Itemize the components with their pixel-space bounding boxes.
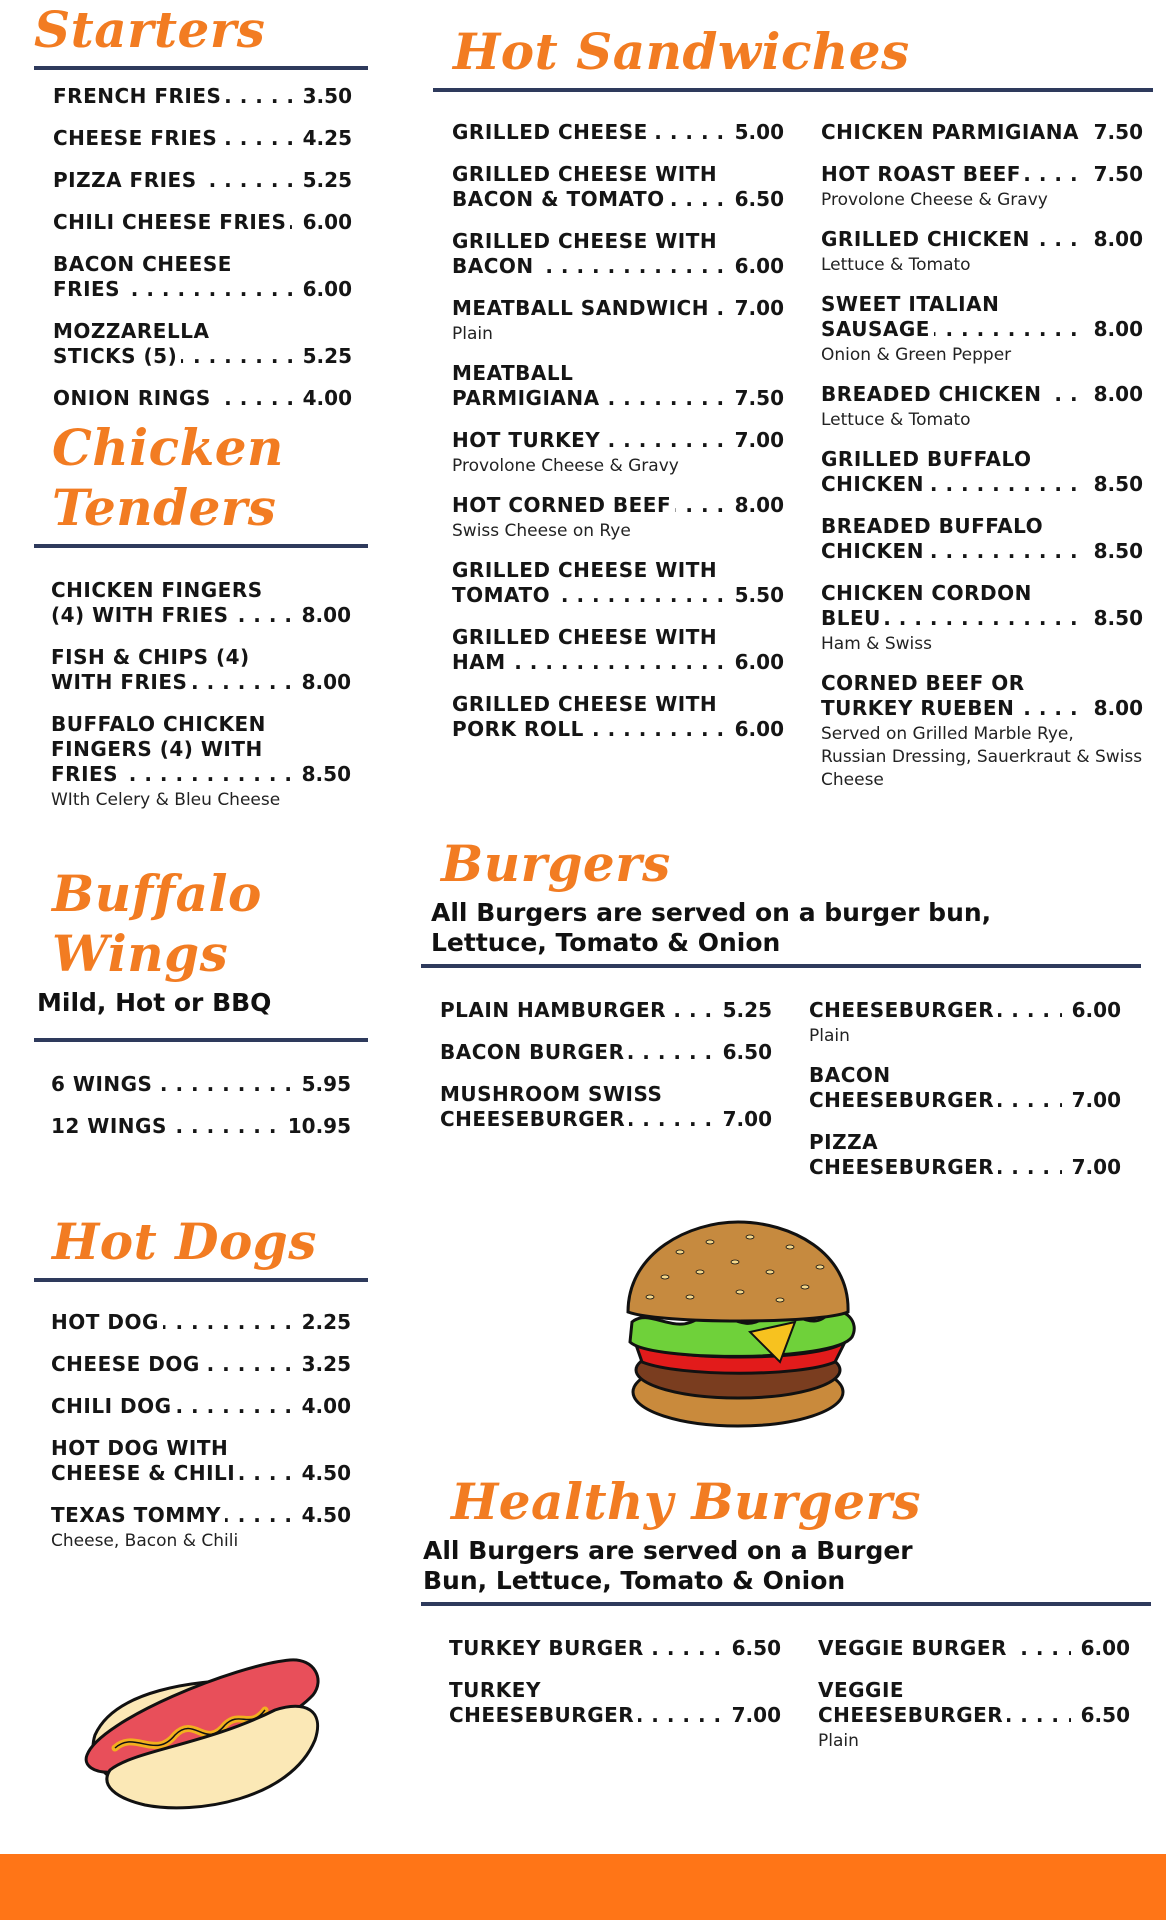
menu-item-description: Provolone Cheese & Gravy	[821, 190, 1048, 210]
menu-item-description: Cheese, Bacon & Chili	[51, 1531, 239, 1551]
starters-list	[34, 84, 368, 411]
menu-item-name-text: CHEESE FRIES	[53, 126, 221, 150]
menu-item-name-text: CHEESE DOG	[51, 1352, 204, 1376]
menu-item-description: Swiss Cheese on Rye	[452, 521, 631, 541]
menu-item-name	[51, 1114, 278, 1139]
menu-item-description: Onion & Green Pepper	[821, 345, 1012, 365]
menu-item-name-text: GRILLED CHEESE WITH BACON	[452, 229, 718, 278]
menu-item-price: 6.00	[734, 254, 784, 278]
menu-item-price: 4.25	[302, 126, 352, 150]
menu-item-price: 8.50	[1093, 606, 1143, 630]
hot-sandwiches-right-list	[821, 120, 1143, 807]
menu-item-price: 8.00	[1093, 382, 1143, 406]
menu-item-name-text: MUSHROOM SWISS CHEESEBURGER	[440, 1082, 663, 1131]
menu-item-price: 7.00	[734, 296, 784, 320]
menu-item	[809, 1130, 1121, 1180]
menu-item-price: 8.00	[301, 603, 351, 627]
menu-item-name	[821, 227, 1084, 252]
menu-item-price: 8.00	[1093, 227, 1143, 251]
menu-item	[440, 1040, 772, 1065]
menu-item-name	[452, 625, 725, 675]
menu-item-price: 7.50	[1093, 120, 1143, 144]
hot-sandwiches-section	[433, 22, 1153, 790]
menu-item-price: 7.00	[734, 428, 784, 452]
menu-item-name-text: BUFFALO CHICKEN FINGERS (4) WITH FRIES	[51, 712, 266, 786]
menu-item	[809, 1063, 1121, 1113]
menu-item-name-text: FISH & CHIPS (4) WITH FRIES	[51, 645, 250, 694]
menu-item-price: 8.00	[301, 670, 351, 694]
menu-item-name	[452, 428, 725, 453]
burgers-section	[421, 834, 1141, 1179]
menu-item-description: Provolone Cheese & Gravy	[452, 456, 679, 476]
menu-item	[51, 578, 351, 628]
menu-item-name-text: HOT DOG WITH CHEESE & CHILI	[51, 1436, 239, 1485]
buffalo-wings-subtitle: Mild, Hot or BBQ	[37, 988, 272, 1017]
chicken-tenders-title-line2: Tenders	[52, 478, 277, 537]
menu-item-name	[449, 1678, 722, 1728]
menu-item	[809, 998, 1121, 1023]
chicken-tenders-list	[34, 578, 368, 812]
menu-item-price: 6.50	[731, 1636, 781, 1660]
menu-item-name-text: GRILLED CHEESE	[452, 120, 652, 144]
chicken-tenders-section	[34, 418, 368, 827]
menu-item	[452, 493, 784, 518]
hot-dog-icon	[75, 1640, 335, 1820]
menu-item	[51, 1072, 351, 1097]
menu-item-price: 8.00	[1093, 317, 1143, 341]
starters-divider	[34, 66, 368, 70]
healthy-burgers-section	[421, 1472, 1151, 1751]
menu-item-price: 8.00	[1093, 696, 1143, 720]
menu-item-name	[821, 120, 1084, 145]
menu-item-name-text: SWEET ITALIAN SAUSAGE	[821, 292, 1000, 341]
menu-item-name	[821, 671, 1084, 721]
menu-item-name	[51, 1503, 292, 1528]
menu-item-price: 7.50	[1093, 162, 1143, 186]
menu-item-name-text: BREADED BUFFALO CHICKEN	[821, 514, 1044, 563]
hot-sandwiches-left-list	[452, 120, 784, 759]
menu-item-price: 7.00	[1071, 1155, 1121, 1179]
chicken-tenders-title	[34, 418, 368, 538]
menu-item	[821, 671, 1143, 721]
menu-item-price: 7.00	[731, 1703, 781, 1727]
healthy-burgers-right-list	[818, 1636, 1130, 1768]
starters-section	[34, 0, 368, 428]
menu-item	[821, 447, 1143, 497]
menu-item-name	[51, 1394, 292, 1419]
menu-item	[53, 84, 352, 109]
menu-item-name	[53, 252, 293, 302]
menu-item-description: Plain	[818, 1731, 859, 1751]
menu-item	[51, 1310, 351, 1335]
burgers-divider	[421, 964, 1141, 968]
menu-item-price: 5.00	[734, 120, 784, 144]
menu-item-price: 8.50	[1093, 472, 1143, 496]
menu-item	[818, 1636, 1130, 1661]
menu-item-description: Lettuce & Tomato	[821, 410, 971, 430]
menu-item-description: Lettuce & Tomato	[821, 255, 971, 275]
menu-item-price: 6.00	[302, 210, 352, 234]
menu-item-price: 5.95	[301, 1072, 351, 1096]
menu-item-name-text: ONION RINGS	[53, 386, 215, 410]
menu-item	[51, 712, 351, 787]
menu-item	[452, 229, 784, 279]
burgers-subtitle: All Burgers are served on a burger bun, Lettuce, Tomato & Onion	[431, 898, 992, 957]
menu-item-name	[452, 162, 725, 212]
menu-item	[452, 361, 784, 411]
menu-item-name	[440, 1040, 713, 1065]
menu-item-name	[818, 1678, 1071, 1728]
menu-item	[51, 645, 351, 695]
menu-item-name-text: BACON BURGER	[440, 1040, 628, 1064]
menu-item-price: 5.25	[302, 168, 352, 192]
menu-item-name	[53, 168, 293, 193]
menu-item-name	[452, 229, 725, 279]
healthy-burgers-title: Healthy Burgers	[451, 1472, 922, 1531]
healthy-burgers-subtitle: All Burgers are served on a Burger Bun, Lettuce, Tomato & Onion	[423, 1536, 913, 1595]
menu-item-name-text: MOZZARELLA STICKS (5)	[53, 319, 210, 368]
menu-item-name	[821, 514, 1084, 564]
menu-item-price: 7.00	[722, 1107, 772, 1131]
menu-item-name-text: 12 WINGS	[51, 1114, 171, 1138]
menu-item	[821, 120, 1143, 145]
menu-item-name-text: BREADED CHICKEN	[821, 382, 1046, 406]
menu-item-name	[821, 581, 1084, 631]
menu-item-name	[51, 1352, 292, 1377]
starters-title: Starters	[34, 0, 266, 59]
menu-item-price: 8.00	[734, 493, 784, 517]
menu-item	[51, 1352, 351, 1377]
menu-item-name-text: BACON CHEESE FRIES	[53, 252, 232, 301]
menu-item-name	[809, 998, 1062, 1023]
menu-item-description: Served on Grilled Marble Rye, Russian Dressing, Sauerkraut & Swiss Cheese	[821, 724, 1143, 790]
menu-item-name	[821, 382, 1084, 407]
menu-item	[452, 558, 784, 608]
chicken-tenders-title-line1: Chicken	[52, 418, 284, 477]
menu-item-price: 7.50	[734, 386, 784, 410]
menu-item	[53, 319, 352, 369]
menu-item-name-text: BACON CHEESEBURGER	[809, 1063, 998, 1112]
menu-item-name-text: TURKEY BURGER	[449, 1636, 648, 1660]
menu-item-price: 6.50	[1080, 1703, 1130, 1727]
menu-item-price: 6.00	[734, 650, 784, 674]
menu-item-name-text: 6 WINGS	[51, 1072, 156, 1096]
menu-item-name	[452, 558, 725, 608]
menu-item-price: 5.25	[302, 344, 352, 368]
hot-sandwiches-divider	[433, 88, 1153, 92]
menu-item-name	[51, 1436, 292, 1486]
menu-item-name-text: HOT CORNED BEEF	[452, 493, 675, 517]
menu-item-name-text: GRILLED CHEESE WITH HAM	[452, 625, 718, 674]
menu-item-name-text: HOT DOG	[51, 1310, 163, 1334]
menu-item-name	[440, 1082, 713, 1132]
menu-item-name-text: GRILLED BUFFALO CHICKEN	[821, 447, 1032, 496]
menu-item-name	[53, 210, 293, 235]
menu-item	[452, 120, 784, 145]
menu-item-name-text: HOT TURKEY	[452, 428, 604, 452]
buffalo-wings-list	[34, 1072, 368, 1139]
menu-item-name	[53, 319, 293, 369]
menu-item-name	[818, 1636, 1071, 1661]
menu-item	[53, 210, 352, 235]
menu-item-name-text: GRILLED CHEESE WITH BACON & TOMATO	[452, 162, 718, 211]
menu-item-price: 6.00	[734, 717, 784, 741]
menu-item	[821, 382, 1143, 407]
buffalo-wings-title-line1: Buffalo	[52, 864, 262, 923]
menu-item-description: Ham & Swiss	[821, 634, 932, 654]
menu-item-price: 3.25	[301, 1352, 351, 1376]
menu-item	[452, 162, 784, 212]
menu-item-price: 6.50	[722, 1040, 772, 1064]
menu-item	[51, 1436, 351, 1486]
menu-item-name	[51, 712, 292, 787]
menu-item-name	[809, 1063, 1062, 1113]
menu-item	[821, 162, 1143, 187]
menu-item	[440, 998, 772, 1023]
menu-item-price: 6.50	[734, 187, 784, 211]
menu-item-name-text: GRILLED CHEESE WITH TOMATO	[452, 558, 718, 607]
menu-item-name-text: CHILI CHEESE FRIES	[53, 210, 290, 234]
menu-item-price: 6.00	[1080, 1636, 1130, 1660]
menu-item-name	[452, 493, 725, 518]
menu-item-price: 2.25	[301, 1310, 351, 1334]
menu-item-name-text: CHEESEBURGER	[809, 998, 998, 1022]
menu-item	[51, 1503, 351, 1528]
footer-band	[0, 1854, 1166, 1920]
menu-item-name-text: MEATBALL SANDWICH	[452, 296, 713, 320]
hot-dogs-list	[34, 1310, 368, 1553]
menu-item-price: 3.50	[302, 84, 352, 108]
healthy-burgers-left-list	[449, 1636, 781, 1745]
hot-dogs-title: Hot Dogs	[52, 1212, 317, 1271]
menu-item-name	[821, 162, 1084, 187]
menu-item-name-text: CHILI DOG	[51, 1394, 176, 1418]
menu-item-name-text: CORNED BEEF OR TURKEY RUEBEN	[821, 671, 1025, 720]
menu-item	[452, 296, 784, 321]
buffalo-wings-title	[34, 864, 368, 984]
menu-item-name	[449, 1636, 722, 1661]
menu-item-description: Plain	[452, 324, 493, 344]
hot-sandwiches-title: Hot Sandwiches	[453, 22, 910, 81]
menu-item-description: WIth Celery & Bleu Cheese	[51, 790, 281, 810]
menu-item-name-text: GRILLED CHEESE WITH PORK ROLL	[452, 692, 718, 741]
burgers-right-list	[809, 998, 1121, 1197]
menu-item	[51, 1394, 351, 1419]
menu-item-name	[51, 578, 292, 628]
menu-item-name	[51, 1072, 292, 1097]
menu-item	[452, 625, 784, 675]
menu-item-name	[51, 645, 292, 695]
menu-item-name-text: GRILLED CHICKEN	[821, 227, 1034, 251]
menu-item-name-text: CHICKEN PARMIGIANA	[821, 120, 1083, 144]
healthy-burgers-divider	[421, 1602, 1151, 1606]
menu-item-name	[53, 386, 293, 411]
menu-item-price: 7.00	[1071, 1088, 1121, 1112]
menu-item-name	[440, 998, 713, 1023]
menu-item	[53, 386, 352, 411]
menu-item-name-text: PIZZA FRIES	[53, 168, 201, 192]
burgers-left-list	[440, 998, 772, 1149]
menu-item-price: 6.00	[1071, 998, 1121, 1022]
chicken-tenders-divider	[34, 544, 368, 548]
menu-item-price: 5.25	[722, 998, 772, 1022]
menu-item	[51, 1114, 351, 1139]
menu-item	[452, 428, 784, 453]
hot-dogs-section	[34, 1212, 368, 1568]
buffalo-wings-title-line2: Wings	[52, 924, 229, 983]
menu-item	[821, 227, 1143, 252]
menu-item-price: 4.00	[301, 1394, 351, 1418]
menu-item-price: 4.50	[301, 1461, 351, 1485]
menu-item-price: 8.50	[301, 762, 351, 786]
menu-item-name-text: PLAIN HAMBURGER	[440, 998, 670, 1022]
menu-item-name	[51, 1310, 292, 1335]
menu-item-name-text: PIZZA CHEESEBURGER	[809, 1130, 998, 1179]
buffalo-wings-section	[34, 864, 368, 1156]
menu-item-price: 10.95	[287, 1114, 351, 1138]
menu-item	[821, 292, 1143, 342]
menu-item	[821, 581, 1143, 631]
menu-item-name	[452, 120, 725, 145]
menu-item-name	[53, 126, 293, 151]
menu-item-price: 4.00	[302, 386, 352, 410]
menu-item-name	[821, 447, 1084, 497]
menu-item-description: Plain	[809, 1026, 850, 1046]
menu-item	[53, 126, 352, 151]
menu-item-name-text: HOT ROAST BEEF	[821, 162, 1025, 186]
menu-item-name-text: TURKEY CHEESEBURGER	[449, 1678, 638, 1727]
menu-item-name	[452, 296, 725, 321]
menu-item-name-text: CHICKEN CORDON BLEU	[821, 581, 1032, 630]
menu-item-price: 6.00	[302, 277, 352, 301]
menu-item	[821, 514, 1143, 564]
menu-item-name	[452, 361, 725, 411]
menu-item	[449, 1636, 781, 1661]
menu-item-name	[452, 692, 725, 742]
menu-item	[53, 252, 352, 302]
menu-item-name-text: VEGGIE BURGER	[818, 1636, 1011, 1660]
menu-item-price: 8.50	[1093, 539, 1143, 563]
menu-item	[818, 1678, 1130, 1728]
hot-dogs-divider	[34, 1278, 368, 1282]
menu-item	[440, 1082, 772, 1132]
menu-item-name	[809, 1130, 1062, 1180]
menu-item-name-text: MEATBALL PARMIGIANA	[452, 361, 604, 410]
burger-icon	[620, 1212, 870, 1432]
menu-item-name-text: CHICKEN FINGERS (4) WITH FRIES	[51, 578, 263, 627]
menu-item	[452, 692, 784, 742]
menu-item-name-text: FRENCH FRIES	[53, 84, 225, 108]
buffalo-wings-divider	[34, 1038, 368, 1042]
menu-item	[53, 168, 352, 193]
menu-item-price: 4.50	[301, 1503, 351, 1527]
menu-item-name	[53, 84, 293, 109]
menu-item-name-text: VEGGIE CHEESEBURGER	[818, 1678, 1007, 1727]
menu-item-price: 5.50	[734, 583, 784, 607]
menu-item-name	[821, 292, 1084, 342]
menu-item-name-text: TEXAS TOMMY	[51, 1503, 225, 1527]
menu-item	[449, 1678, 781, 1728]
burgers-title: Burgers	[441, 834, 671, 893]
